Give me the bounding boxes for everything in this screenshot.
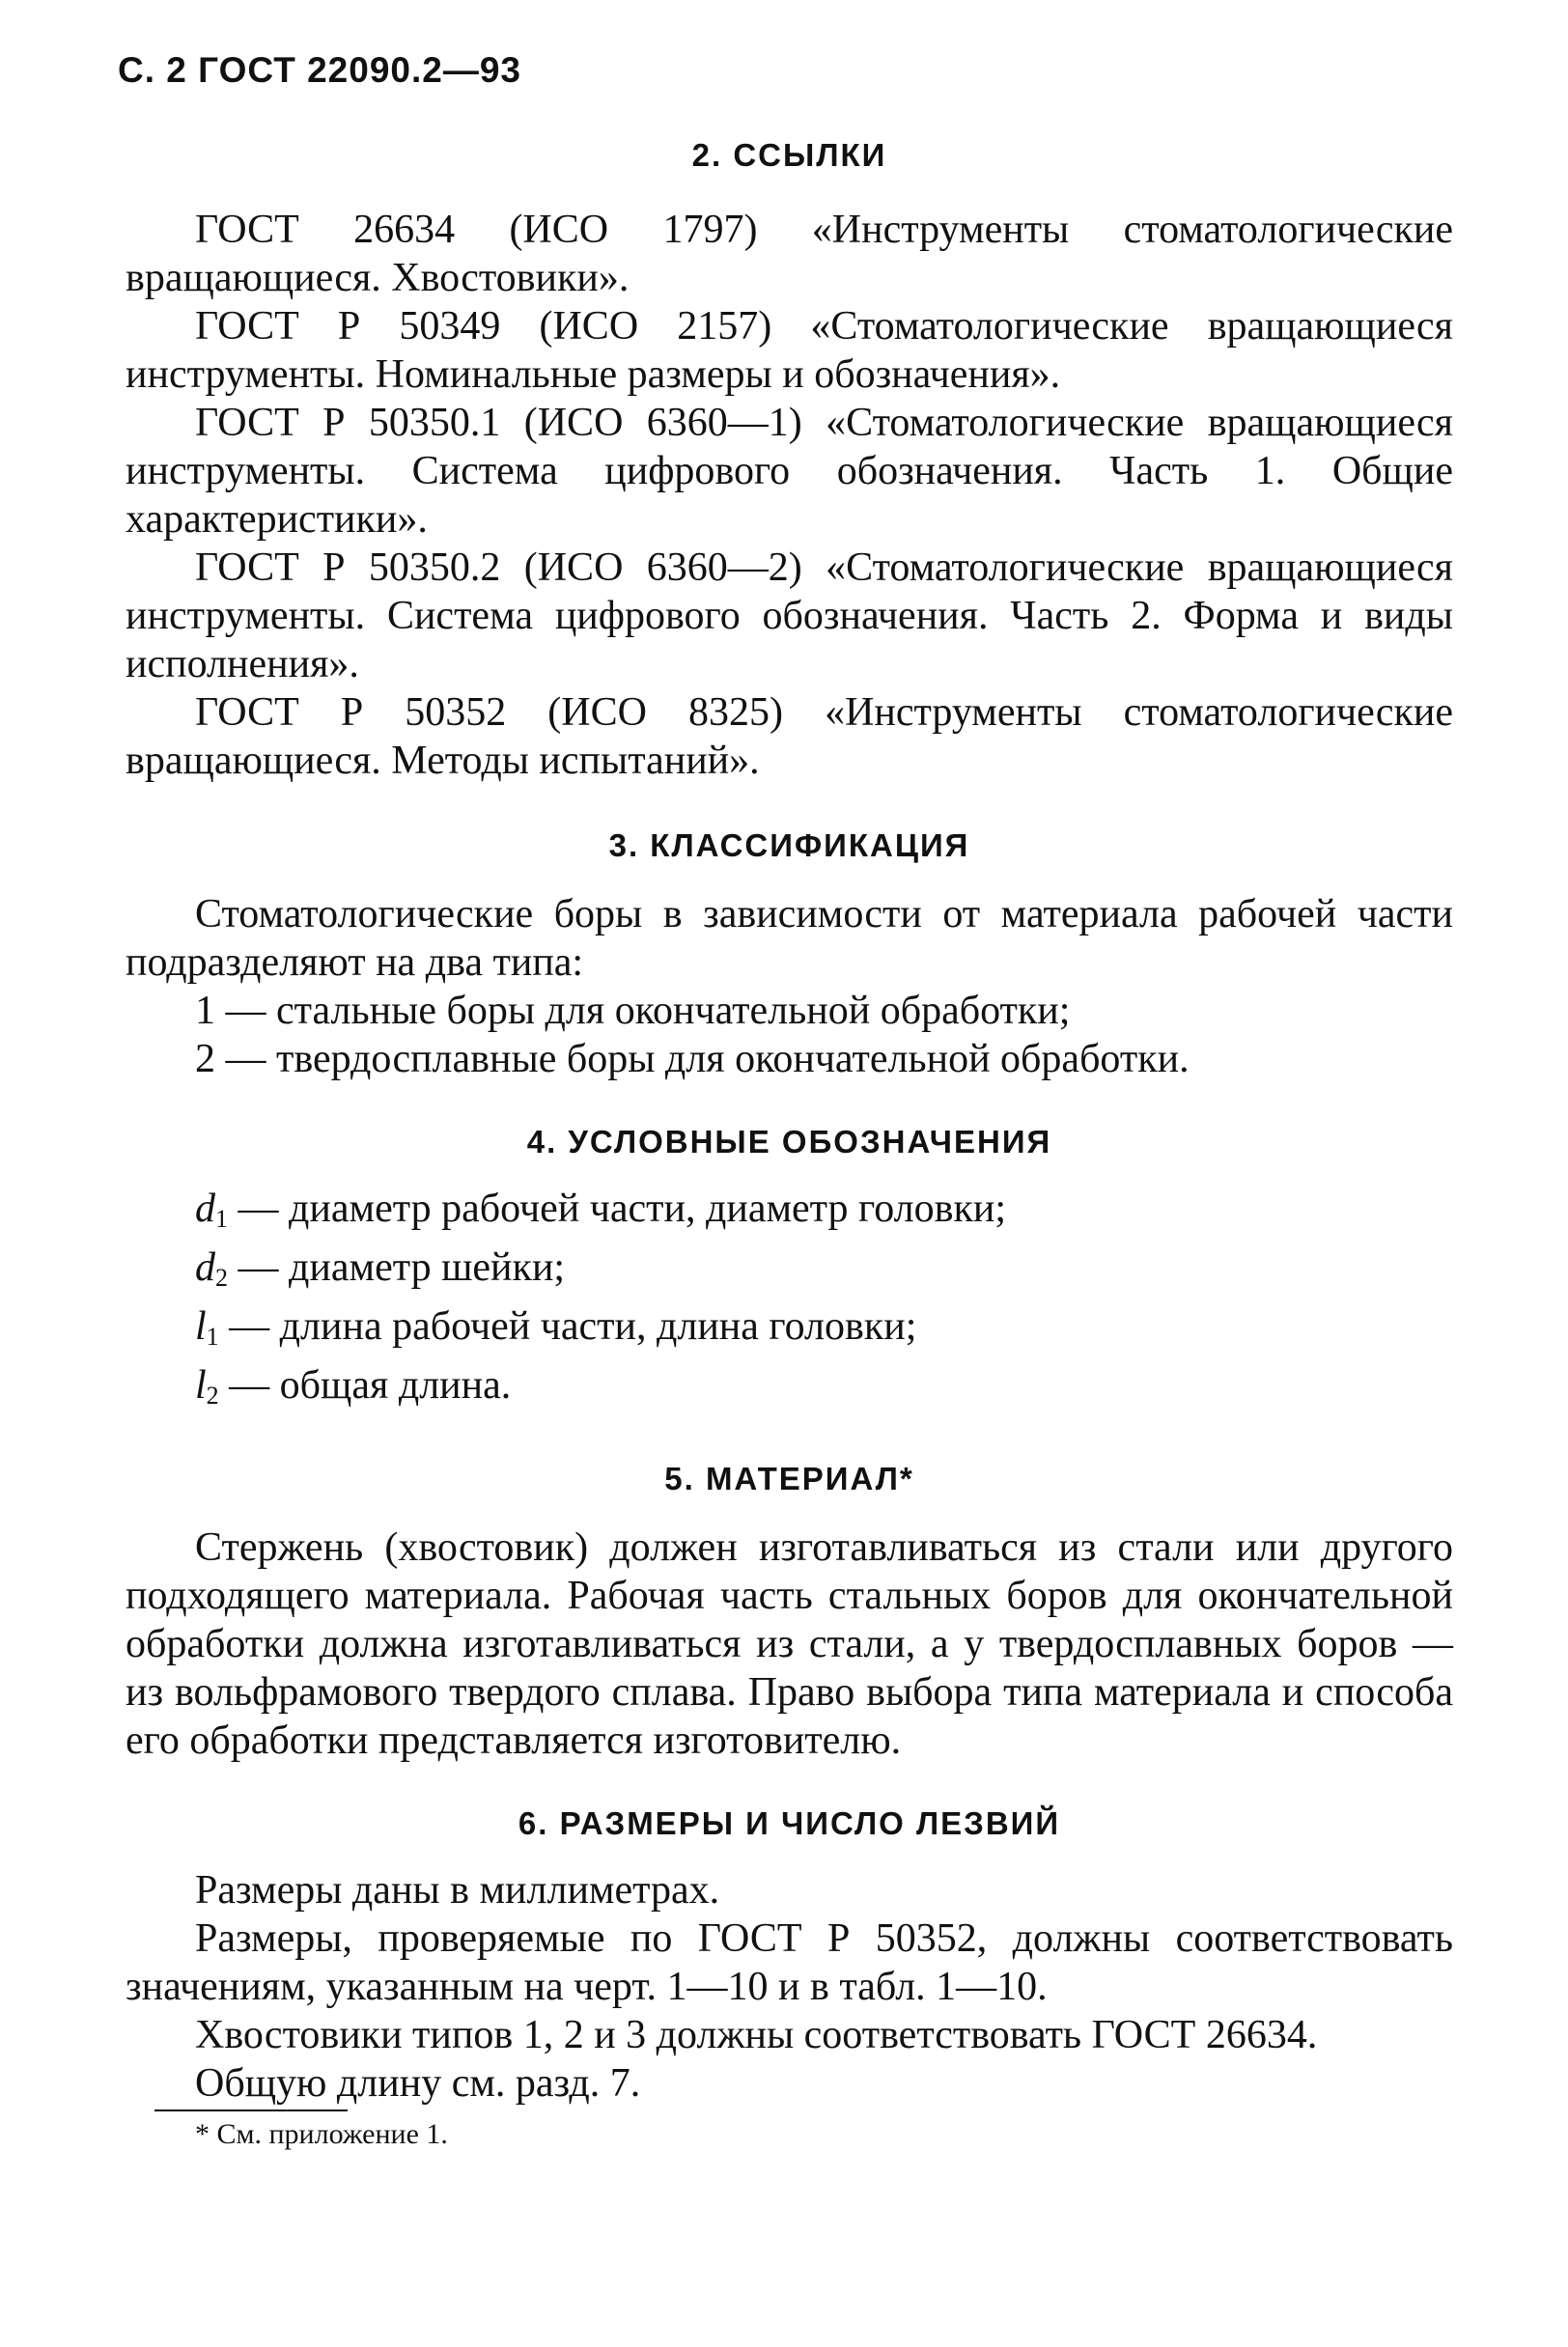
dimensions-paragraph: Размеры, проверяемые по ГОСТ Р 50352, должны соответствовать значениям, указанным на черт. 1—10 и в табл. 1—10. — [126, 1916, 1453, 2009]
symbol-letter: d — [195, 1187, 215, 1231]
classification-intro: Стоматологические боры в зависимости от материала рабочей части подразделяют на два типа: — [126, 892, 1453, 985]
reference-item: ГОСТ Р 50349 (ИСО 2157) «Стоматологические вращающиеся инструменты. Номинальные размеры и обозначения». — [126, 304, 1453, 397]
section-heading-classification: 3. КЛАССИФИКАЦИЯ — [608, 827, 970, 863]
symbol-description: — диаметр шейки; — [228, 1245, 566, 1290]
symbol-subscript: 2 — [215, 1264, 228, 1292]
symbol-subscript: 2 — [206, 1382, 219, 1410]
reference-item: ГОСТ Р 50350.2 (ИСО 6360—2) «Стоматологические вращающиеся инструменты. Система цифрового обозначения. Часть 2. Форма и виды исполнения». — [126, 545, 1453, 686]
symbol-item-d1 — [126, 1185, 1453, 1243]
classification-item: 2 — твердосплавные боры для окончательной обработки. — [195, 1037, 1190, 1081]
section-heading-dimensions: 6. РАЗМЕРЫ И ЧИСЛО ЛЕЗВИЙ — [518, 1805, 1061, 1841]
dimensions-paragraph: Общую длину см. разд. 7. — [195, 2061, 641, 2106]
section-heading-references: 2. ССЫЛКИ — [691, 137, 887, 173]
document-body — [126, 133, 1453, 2154]
symbol-description: — диаметр рабочей части, диаметр головки; — [228, 1187, 1007, 1231]
reference-item: ГОСТ Р 50350.1 (ИСО 6360—1) «Стоматологические вращающиеся инструменты. Система цифрового обозначения. Часть 1. Общие характеристики». — [126, 401, 1453, 542]
symbol-item-d2 — [126, 1243, 1453, 1302]
symbol-item-l1 — [126, 1302, 1453, 1361]
classification-item: 1 — стальные боры для окончательной обработки; — [195, 989, 1071, 1033]
reference-item: ГОСТ 26634 (ИСО 1797) «Инструменты стоматологические вращающиеся. Хвостовики». — [126, 208, 1453, 300]
symbol-letter: l — [195, 1304, 207, 1349]
reference-item: ГОСТ Р 50352 (ИСО 8325) «Инструменты стоматологические вращающиеся. Методы испытаний». — [126, 690, 1453, 783]
section-heading-symbols: 4. УСЛОВНЫЕ ОБОЗНАЧЕНИЯ — [526, 1124, 1052, 1160]
symbol-letter: d — [195, 1245, 215, 1290]
material-text: Стержень (хвостовик) должен изготавливаться из стали или другого подходящего материала. Рабочая часть стальных боров для окончательной обработки должна изготавливаться из стали, а у твердосплавных боров — из вольфрамового твердого сплава. Право выбора типа материала и способа его обработки представляется изготовителю. — [126, 1525, 1453, 1763]
footnote: * См. приложение 1. — [195, 2118, 448, 2150]
dimensions-paragraph: Размеры даны в миллиметрах. — [195, 1868, 720, 1913]
footnote-divider — [154, 2110, 348, 2111]
symbol-subscript: 1 — [206, 1323, 219, 1351]
symbol-description: — длина рабочей части, длина головки; — [218, 1304, 917, 1349]
symbol-description: — общая длина. — [218, 1363, 512, 1408]
dimensions-paragraph: Хвостовики типов 1, 2 и 3 должны соответствовать ГОСТ 26634. — [195, 2013, 1318, 2057]
symbol-letter: l — [195, 1363, 207, 1408]
section-heading-material: 5. МАТЕРИАЛ* — [664, 1461, 914, 1496]
symbol-item-l2 — [126, 1361, 1453, 1420]
symbol-subscript: 1 — [215, 1205, 228, 1233]
page-header: С. 2 ГОСТ 22090.2—93 — [118, 50, 521, 90]
